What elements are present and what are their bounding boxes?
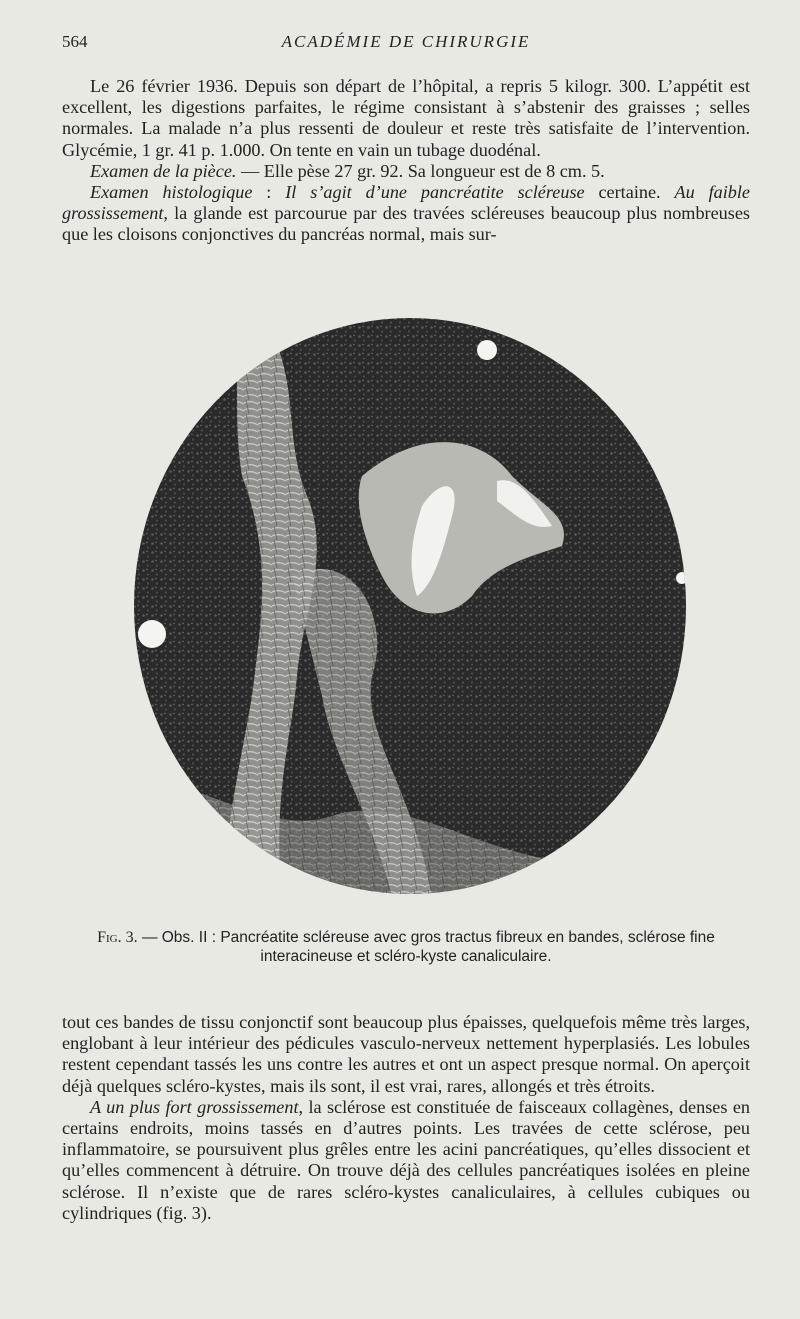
paragraph: Le 26 février 1936. Depuis son départ de l’hôpital, a repris 5 kilogr. 300. L’appétit est excellent, les digestions parfaites, le régime consistant à s’abstenir des graisses ; selles normales. La malade n’a plus ressenti de douleur et reste très satisfaite de l’intervention. Glycémie, 1 gr. 41 p. 1.000. On tente en vain un tubage duodénal. bbox=[62, 76, 750, 160]
section-label: Examen de la pièce. bbox=[90, 160, 237, 181]
paragraph-text: certaine. bbox=[584, 182, 675, 203]
paragraph bbox=[62, 182, 750, 246]
running-head: ACADÉMIE DE CHIRURGIE bbox=[281, 32, 531, 51]
paragraph: tout ces bandes de tissu conjonctif sont beaucoup plus épaisses, quelquefois même très larges, englobant à leur intérieur des pédicules vasculo-nerveux nettement hyperplasiés. Les lobules restent cependant tassés les uns contre les autres et ont un aspect presque normal. On aperçoit déjà quelques scléro-kystes, mais ils sont, il est vrai, rares, allongés et très étroits. bbox=[62, 1012, 750, 1096]
micrograph-image bbox=[132, 316, 688, 896]
figure-label: Fig. 3. bbox=[97, 929, 138, 946]
caption-text: — Obs. II : Pancréatite scléreuse avec gros tractus fibreux en bandes, sclérose fine interacineuse et scléro-kyste canaliculaire. bbox=[137, 929, 715, 965]
paragraph bbox=[62, 161, 750, 182]
paragraph-text: — Elle pèse 27 gr. 92. Sa longueur est de 8 cm. 5. bbox=[236, 160, 605, 181]
text-block-top bbox=[62, 76, 750, 246]
figure-caption bbox=[62, 928, 750, 966]
page-number: 564 bbox=[62, 32, 88, 51]
paragraph-text: : bbox=[252, 182, 286, 203]
micrograph-figure bbox=[132, 316, 688, 896]
section-label: Examen histologique bbox=[90, 182, 253, 203]
emphasis: Au faible grossissement bbox=[62, 182, 750, 224]
text-block-bottom bbox=[62, 1012, 750, 1224]
page-header bbox=[62, 32, 750, 56]
paragraph-text: , la glande est parcourue par des travées scléreuses beaucoup plus nombreuses que les cloisons conjonctives du pancréas normal, mais sur- bbox=[62, 203, 750, 245]
emphasis: Il s’agit d’une pancréatite scléreuse bbox=[285, 182, 585, 203]
paragraph-text: , la sclérose est constituée de faisceaux collagènes, denses en certains endroits, moins tassés en d’autres points. Les travées de cette sclérose, peu inflammatoire, se poursuivent plus grêles entre les acini pancréatiques, qu’elles dissocient et qu’elles commencent à détruire. On trouve déjà des cellules pancréatiques isolées en pleine sclérose. Il n’existe que de rares scléro-kystes canaliculaires, à cellules cubiques ou cylindriques (fig. 3). bbox=[62, 1096, 750, 1223]
emphasis: A un plus fort grossissement bbox=[90, 1096, 299, 1117]
paragraph bbox=[62, 1097, 750, 1224]
